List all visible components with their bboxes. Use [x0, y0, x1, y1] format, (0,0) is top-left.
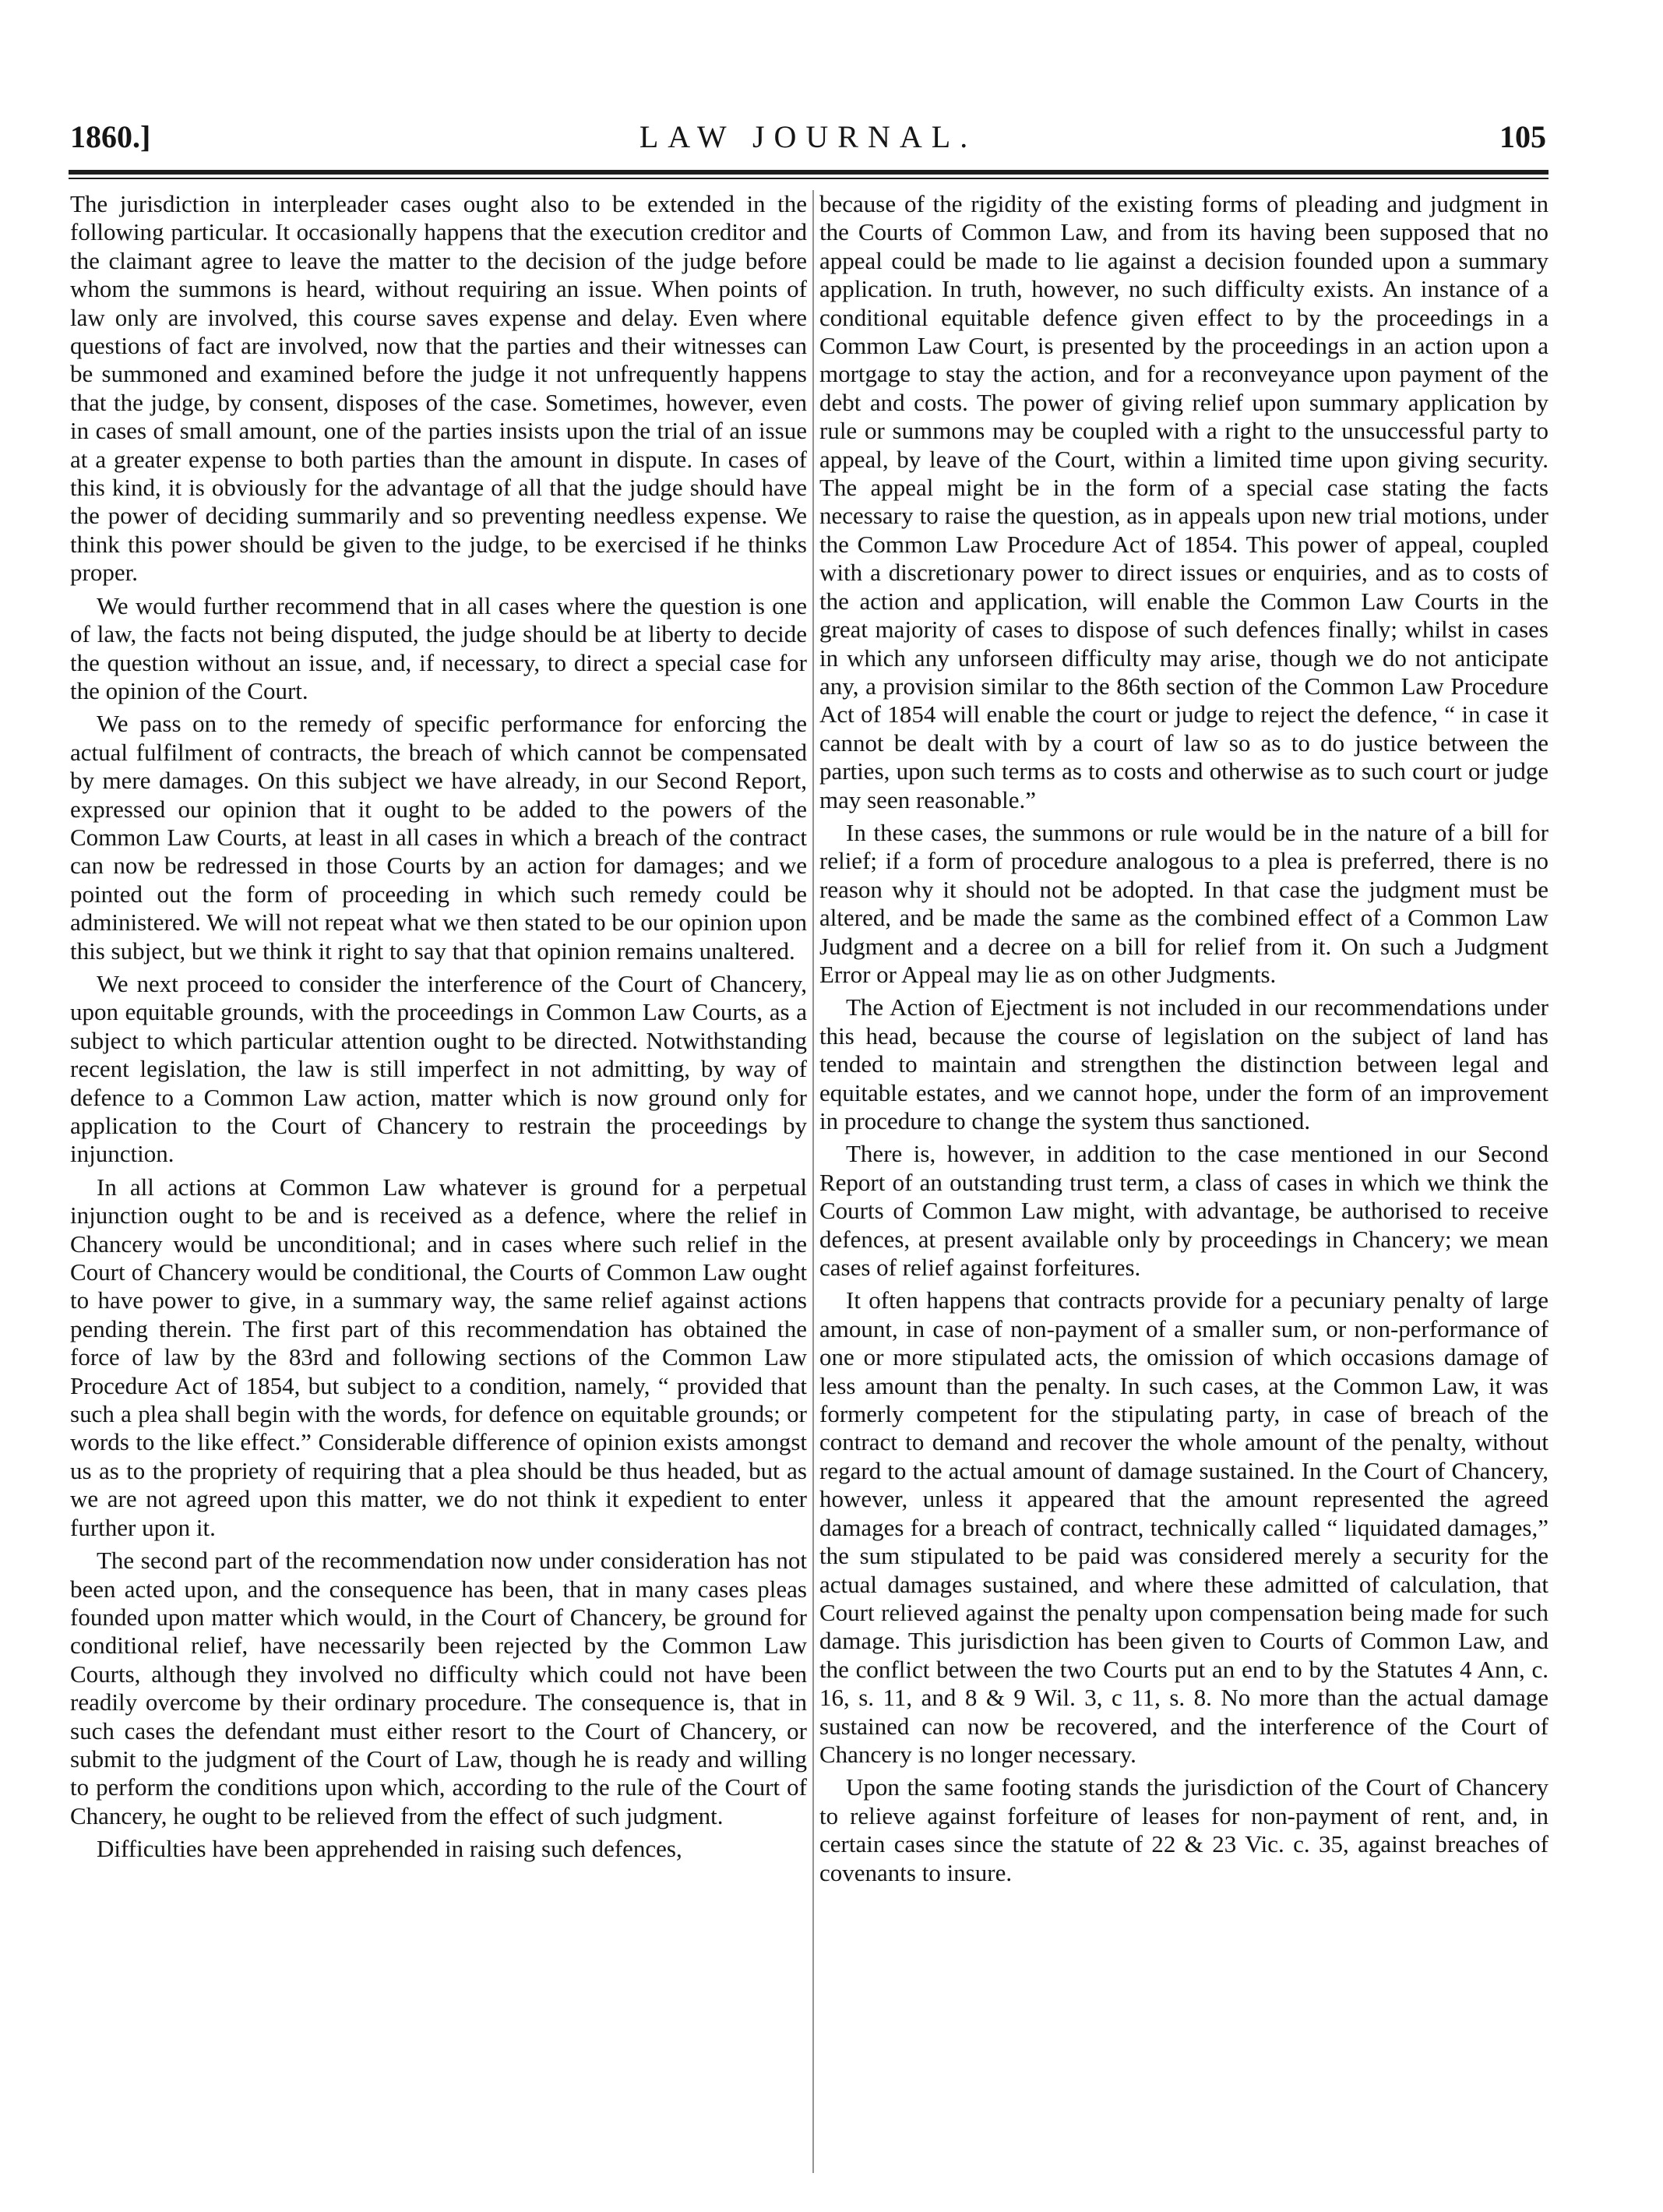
journal-title: LAW JOURNAL.	[639, 119, 978, 154]
paragraph: Upon the same footing stands the jurisdiction of the Court of Chancery to relieve against forfeiture of leases for non-payment of rent, and, in certain cases since the statute of 22 & 23 Vic. c. 35, against breaches of covenants to insure.	[819, 1773, 1548, 1886]
header-rule-thick	[69, 170, 1548, 175]
paragraph: Difficulties have been apprehended in raising such defences,	[97, 1835, 682, 1863]
column-divider	[812, 190, 814, 2173]
paragraph: The jurisdiction in interpleader cases ought also to be extended in the following particular. It occasionally happens that the execution creditor and the claimant agree to leave the matter to the decision of the judge before whom the summons is heard, without requiring an issue. When points of law only are involved, this course saves expense and delay. Even where questions of fact are involved, now that the parties and their witnesses can be summoned and examined before the judge it not unfrequently happens that the judge, by consent, disposes of the case. Sometimes, however, even in cases of small amount, one of the parties insists upon the trial of an issue at a greater expense to both parties than the amount in dispute. In cases of this kind, it is obviously for the advantage of all that the judge should have the power of deciding summarily and so preventing needless expense. We think this power should be given to the judge, to be exercised if he thinks proper.	[70, 190, 807, 587]
paragraph: In these cases, the summons or rule would be in the nature of a bill for relief; if a form of procedure analogous to a plea is preferred, there is no reason why it should not be adopted. In that case the judgment must be altered, and be made the same as the combined effect of a Common Law Judgment and a decree on a bill for relief from it. On such a Judgment Error or Appeal may lie as on other Judgments.	[819, 818, 1548, 988]
paragraph: In all actions at Common Law whatever is ground for a perpetual injunction ought to be and is received as a defence, where the relief in Chancery would be unconditional; and in cases where such relief in the Court of Chancery would be conditional, the Courts of Common Law ought to have power to give, in a summary way, the same relief against actions pending therein. The first part of this recommendation has obtained the force of law by the 83rd and following sections of the Common Law Procedure Act of 1854, but subject to a condition, namely, “ provided that such a plea shall begin with the words, for defence on equitable grounds; or words to the like effect.” Considerable difference of opinion exists amongst us as to the propriety of requiring that a plea should be thus headed, but as we are not agreed upon this matter, we do not think it expedient to enter further upon it.	[70, 1173, 807, 1541]
right-column	[819, 190, 1548, 2185]
paragraph: We would further recommend that in all cases where the question is one of law, the facts not being disputed, the judge should be at liberty to decide the question without an issue, and, if necessary, to direct a special case for the opinion of the Court.	[70, 591, 807, 704]
paragraph: It often happens that contracts provide for a pecuniary penalty of large amount, in case of non-payment of a smaller sum, or non-performance of one or more stipulated acts, the omission of which occasions damage of less amount than the penalty. In such cases, at the Common Law, it was formerly competent for the stipulating party, in case of breach of the contract to demand and recover the whole amount of the penalty, without regard to the actual amount of damage sustained. In the Court of Chancery, however, unless it appeared that the amount represented the agreed damages for a breach of contract, technically called “ liquidated damages,” the sum stipulated to be paid was considered merely a security for the actual damages sustained, and where these admitted of calculation, that Court relieved against the penalty upon compensation being made for such damage. This jurisdiction has been given to Courts of Common Law, and the conflict between the two Courts put an end to by the Statutes 4 Ann, c. 16, s. 11, and 8 & 9 Wil. 3, c 11, s. 8. No more than the actual damage sustained can now be recovered, and the interference of the Court of Chancery is no longer necessary.	[819, 1286, 1548, 1768]
running-header	[70, 118, 1546, 165]
page-number: 105	[1499, 119, 1546, 154]
paragraph: because of the rigidity of the existing forms of pleading and judgment in the Courts of Common Law, and from its having been supposed that no appeal could be made to lie against a decision founded upon a summary application. In truth, however, no such difficulty exists. An instance of a conditional equitable defence given effect to by the proceedings in a Common Law Court, is presented by the proceedings in an action upon a mortgage to stay the action, and for a reconveyance upon payment of the debt and costs. The power of giving relief upon summary application by rule or summons may be coupled with a right to the unsuccessful party to appeal, by leave of the Court, within a limited time upon giving security. The appeal might be in the form of a special case stating the facts necessary to raise the question, as in appeals upon new trial motions, under the Common Law Procedure Act of 1854. This power of appeal, coupled with a discretionary power to direct issues or enquiries, and as to costs of the action and application, will enable the Common Law Courts in the great majority of cases to dispose of such defences finally; whilst in cases in which any unforseen difficulty may arise, though we do not anticipate any, a provision similar to the 86th section of the Common Law Procedure Act of 1854 will enable the court or judge to reject the defence, “ in case it cannot be dealt with by a court of law so as to do justice between the parties, upon such terms as to costs and otherwise as to such court or judge may seen reasonable.”	[819, 190, 1548, 813]
left-column	[70, 190, 807, 2185]
paragraph: We pass on to the remedy of specific performance for enforcing the actual fulfilment of contracts, the breach of which cannot be compensated by mere damages. On this subject we have already, in our Second Report, expressed our opinion that it ought to be added to the powers of the Common Law Courts, at least in all cases in which a breach of the contract can now be redressed in those Courts by an action for damages; and we pointed out the form of proceeding in which such remedy could be administered. We will not repeat what we then stated to be our opinion upon this subject, but we think it right to say that that opinion remains unaltered.	[70, 710, 807, 965]
paragraph: The Action of Ejectment is not included in our recommendations under this head, because the course of legislation on the subject of land has tended to maintain and strengthen the distinction between legal and equitable estates, and we cannot hope, under the form of an improvement in procedure to change the system thus sanctioned.	[819, 993, 1548, 1134]
header-rule-thin	[69, 178, 1548, 179]
paragraph: We next proceed to consider the interference of the Court of Chancery, upon equitable grounds, with the proceedings in Common Law Courts, as a subject to which particular attention ought to be directed. Notwithstanding recent legislation, the law is still imperfect in not admitting, by way of defence to a Common Law action, matter which is now ground only for application to the Court of Chancery to restrain the proceedings by injunction.	[70, 969, 807, 1168]
header-year: 1860.]	[70, 119, 151, 154]
paragraph: There is, however, in addition to the case mentioned in our Second Report of an outstanding trust term, a class of cases in which we think the Courts of Common Law might, with advantage, be authorised to receive defences, at present available only by proceedings in Chancery; we mean cases of relief against forfeitures.	[819, 1140, 1548, 1282]
paragraph: The second part of the recommendation now under consideration has not been acted upon, and the consequence has been, that in many cases pleas founded upon matter which would, in the Court of Chancery, be ground for conditional relief, have necessarily been rejected by the Common Law Courts, although they involved no difficulty which could not have been readily overcome by their ordinary procedure. The consequence is, that in such cases the defendant must either resort to the Court of Chancery, or submit to the judgment of the Court of Law, though he is ready and willing to perform the conditions upon which, according to the rule of the Court of Chancery, he ought to be relieved from the effect of such judgment.	[70, 1547, 807, 1829]
